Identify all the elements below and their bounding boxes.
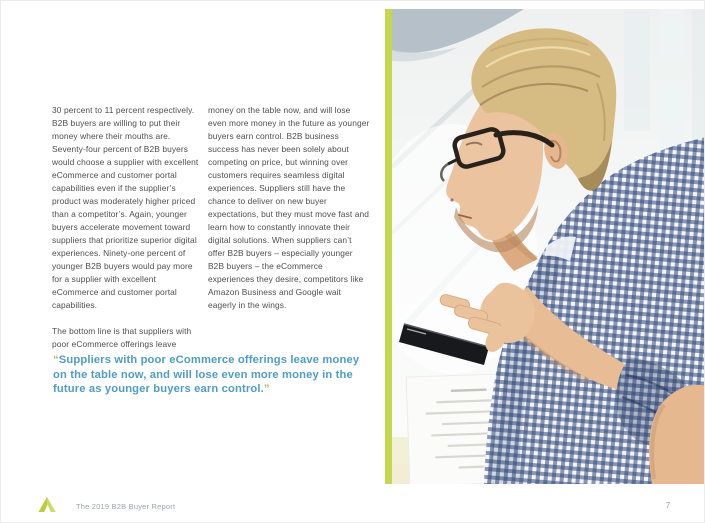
- close-quote-mark: ”: [263, 383, 270, 396]
- open-quote-mark: “: [53, 354, 59, 366]
- photo-accent-bar: [385, 9, 392, 484]
- photo-man-checking-phone: [392, 9, 705, 484]
- text-column-left: [52, 104, 203, 351]
- pull-quote-text: Suppliers with poor eCommerce offerings leave money on the table now, and will lose even more money in the future as younger buyers earn control.: [53, 354, 360, 396]
- page-number: 7: [665, 500, 671, 510]
- text-column-right: [208, 104, 370, 312]
- photo-illustration: [392, 9, 705, 484]
- footer-report-title: The 2019 B2B Buyer Report: [76, 502, 176, 511]
- body-paragraph: money on the table now, and will lose even more money in the future as younger buyers earn control. B2B business success has never been solely about competing on price, but winning over customers requires seamless digital experiences. Suppliers still have the chance to deliver on new buyer expectations, but they must move fast and learn how to constantly innovate their digital solutions. When suppliers can’t offer B2B buyers – especially younger B2B buyers – the eCommerce experiences they desire, competitors like Amazon Business and Google wait eagerly in the wings.: [208, 105, 370, 310]
- pull-quote: [53, 353, 373, 397]
- report-logo-icon: [38, 496, 56, 513]
- body-paragraph: The bottom line is that suppliers with poor eCommerce offerings leave: [52, 326, 192, 349]
- body-paragraph: 30 percent to 11 percent respectively. B2B buyers are willing to put their money where their mouths are. Seventy-four percent of B2B buyers would choose a supplier with excellent eCommerce and customer portal capabilities even if the supplier’s product was moderately higher priced than a competitor’s. Again, younger buyers accelerate movement toward suppliers that prioritize superior digital experiences. Ninety-one percent of younger B2B buyers would pay more for a supplier with excellent eCommerce and customer portal capabilities.: [52, 105, 199, 310]
